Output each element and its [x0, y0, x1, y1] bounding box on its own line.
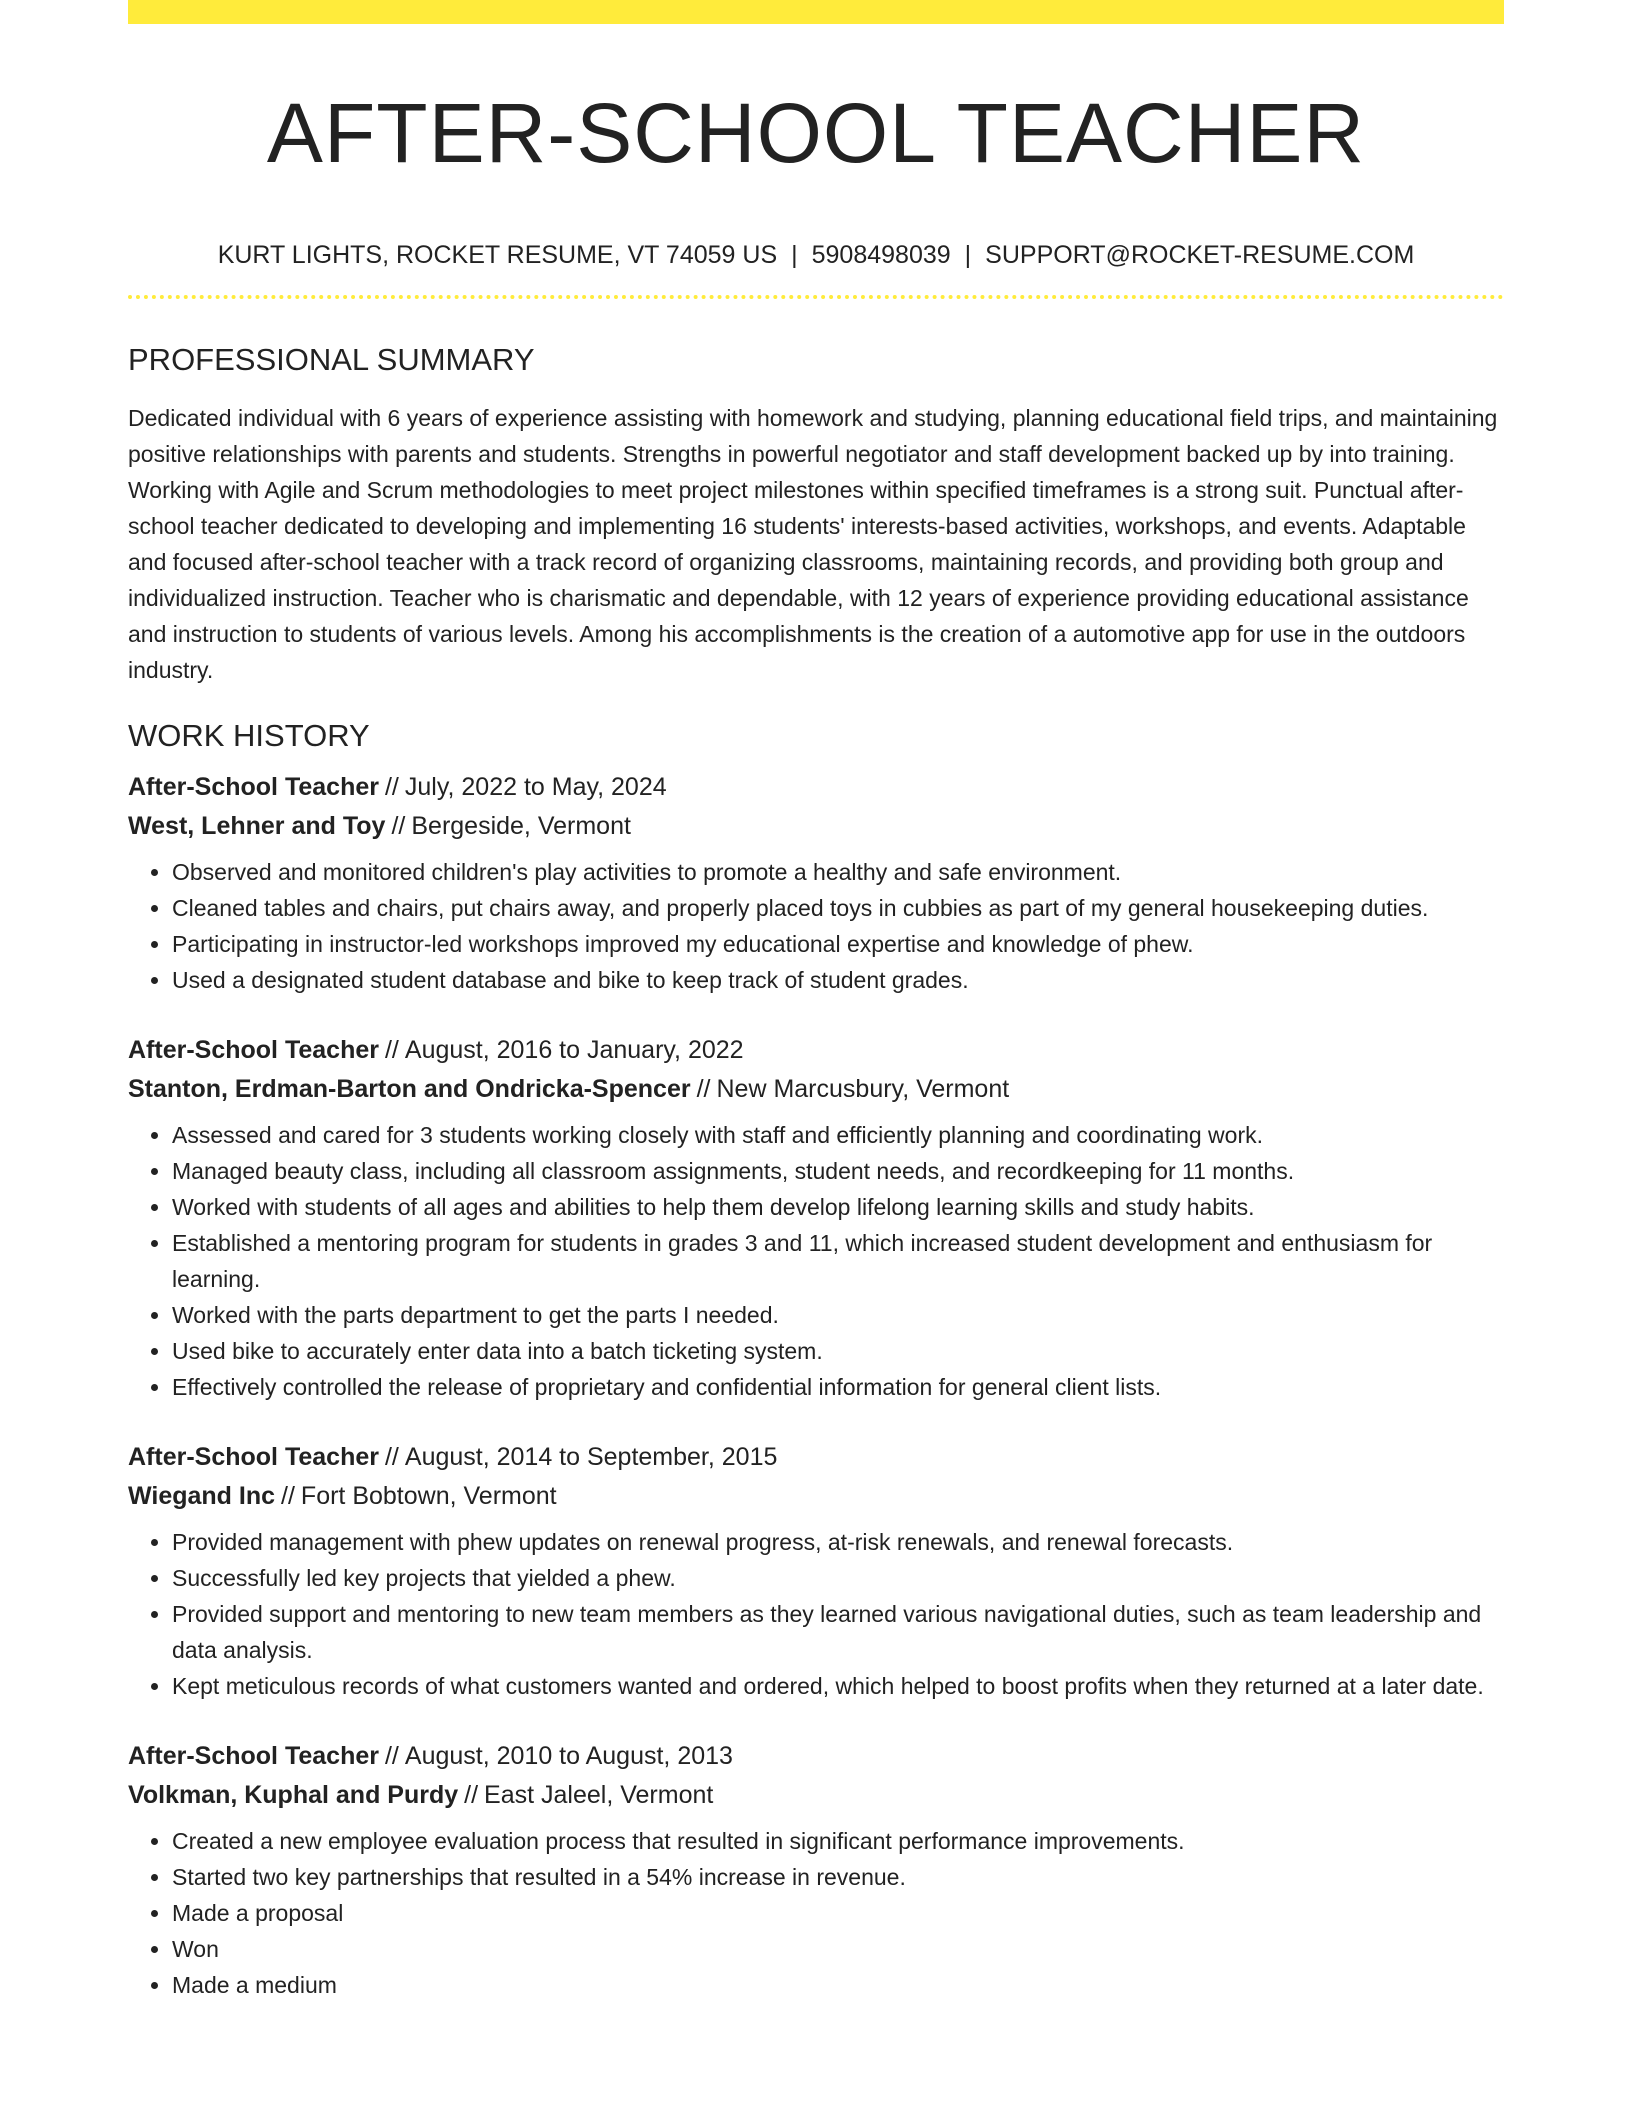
job-dates: August, 2010 to August, 2013	[404, 1742, 733, 1770]
work-history-list	[128, 768, 1504, 2003]
job-bullet: • Established a mentoring program for students in grades 3 and 11, which increased student development and enthusiasm for learning.	[172, 1225, 1504, 1297]
job-role-line	[128, 768, 1504, 807]
job-entry	[128, 1031, 1504, 1405]
contact-phone: 5908498039	[811, 241, 951, 269]
job-bullet: • Observed and monitored children's play activities to promote a healthy and safe environment.	[172, 854, 1504, 890]
job-bullet: • Provided support and mentoring to new team members as they learned various navigational duties, such as team leadership and data analysis.	[172, 1596, 1504, 1668]
job-bullet: • Provided management with phew updates on renewal progress, at-risk renewals, and renewal forecasts.	[172, 1524, 1504, 1560]
job-entry	[128, 1737, 1504, 2003]
job-bullet: • Successfully led key projects that yielded a phew.	[172, 1560, 1504, 1596]
job-bullet-list	[128, 1524, 1504, 1704]
job-separator: //	[281, 1482, 295, 1510]
job-bullet: • Created a new employee evaluation process that resulted in significant performance improvements.	[172, 1823, 1504, 1859]
job-bullet: • Cleaned tables and chairs, put chairs away, and properly placed toys in cubbies as part of my general housekeeping duties.	[172, 890, 1504, 926]
job-bullet: • Worked with students of all ages and abilities to help them develop lifelong learning skills and study habits.	[172, 1189, 1504, 1225]
resume-page	[128, 0, 1504, 2003]
job-role-line	[128, 1737, 1504, 1776]
job-bullet-list	[128, 854, 1504, 998]
contact-separator: |	[791, 241, 798, 269]
job-bullet: • Effectively controlled the release of proprietary and confidential information for general client lists.	[172, 1369, 1504, 1405]
job-role: After-School Teacher	[128, 1036, 379, 1064]
job-entry	[128, 768, 1504, 998]
job-separator: //	[384, 1742, 399, 1770]
job-bullet: • Made a medium	[172, 1967, 1504, 2003]
job-location: Fort Bobtown, Vermont	[300, 1482, 557, 1510]
job-separator: //	[391, 812, 406, 840]
job-dates: August, 2016 to January, 2022	[404, 1036, 744, 1064]
contact-line	[128, 237, 1504, 273]
job-bullet: • Used bike to accurately enter data into a batch ticketing system.	[172, 1333, 1504, 1369]
job-bullet: • Used a designated student database and bike to keep track of student grades.	[172, 962, 1504, 998]
job-role-line	[128, 1438, 1504, 1477]
job-role: After-School Teacher	[128, 773, 379, 801]
job-bullet: • Assessed and cared for 3 students working closely with staff and efficiently planning and coordinating work.	[172, 1117, 1504, 1153]
contact-email: SUPPORT@ROCKET-RESUME.COM	[985, 241, 1415, 269]
job-bullet-list	[128, 1117, 1504, 1405]
job-company: Volkman, Kuphal and Purdy	[128, 1781, 459, 1809]
job-role: After-School Teacher	[128, 1443, 379, 1471]
job-company: Stanton, Erdman-Barton and Ondricka-Spencer	[128, 1075, 691, 1103]
job-bullet: • Started two key partnerships that resulted in a 54% increase in revenue.	[172, 1859, 1504, 1895]
job-bullet: • Kept meticulous records of what customers wanted and ordered, which helped to boost profits when they returned at a later date.	[172, 1668, 1504, 1704]
job-company: West, Lehner and Toy	[128, 812, 386, 840]
job-company-line	[128, 807, 1504, 846]
contact-address: KURT LIGHTS, ROCKET RESUME, VT 74059 US	[217, 241, 778, 269]
work-history-heading: WORK HISTORY	[128, 718, 370, 753]
job-dates: August, 2014 to September, 2015	[404, 1443, 778, 1471]
job-separator: //	[384, 773, 399, 801]
contact-separator: |	[964, 241, 972, 269]
job-entry	[128, 1438, 1504, 1704]
job-location: New Marcusbury, Vermont	[716, 1075, 1010, 1103]
job-bullet: • Worked with the parts department to get the parts I needed.	[172, 1297, 1504, 1333]
job-company-line	[128, 1776, 1504, 1815]
job-dates: July, 2022 to May, 2024	[404, 773, 667, 801]
job-bullet-list	[128, 1823, 1504, 2003]
job-bullet: • Won	[172, 1931, 1504, 1967]
job-company: Wiegand Inc	[128, 1482, 276, 1510]
job-company-line	[128, 1477, 1504, 1516]
summary-paragraph: Dedicated individual with 6 years of experience assisting with homework and studying, planning educational field trips, and maintaining positive relationships with parents and students. Strengths in powerful negotiator and staff development backed up by into training. Working with Agile and Scrum methodologies to meet project milestones within specified timeframes is a strong suit. Punctual after-school teacher dedicated to developing and implementing 16 students' interests-based activities, workshops, and events. Adaptable and focused after-school teacher with a track record of organizing classrooms, maintaining records, and providing both group and individualized instruction. Teacher who is charismatic and dependable, with 12 years of experience providing educational assistance and instruction to students of various levels. Among his accomplishments is the creation of a automotive app for use in the outdoors industry.	[128, 405, 1498, 683]
job-separator: //	[464, 1781, 479, 1809]
job-bullet: • Participating in instructor-led workshops improved my educational expertise and knowledge of phew.	[172, 926, 1504, 962]
job-role: After-School Teacher	[128, 1742, 379, 1770]
dotted-divider	[128, 295, 1504, 299]
job-location: East Jaleel, Vermont	[484, 1781, 714, 1809]
job-role-line	[128, 1031, 1504, 1070]
accent-bar	[128, 0, 1504, 24]
job-bullet: • Made a proposal	[172, 1895, 1504, 1931]
job-location: Bergeside, Vermont	[411, 812, 631, 840]
summary-heading: PROFESSIONAL SUMMARY	[128, 342, 535, 377]
job-bullet: • Managed beauty class, including all classroom assignments, student needs, and recordkeeping for 11 months.	[172, 1153, 1504, 1189]
job-separator: //	[696, 1075, 711, 1103]
resume-title: AFTER-SCHOOL TEACHER	[266, 86, 1366, 180]
job-company-line	[128, 1070, 1504, 1109]
job-separator: //	[384, 1443, 399, 1471]
job-separator: //	[384, 1036, 399, 1064]
